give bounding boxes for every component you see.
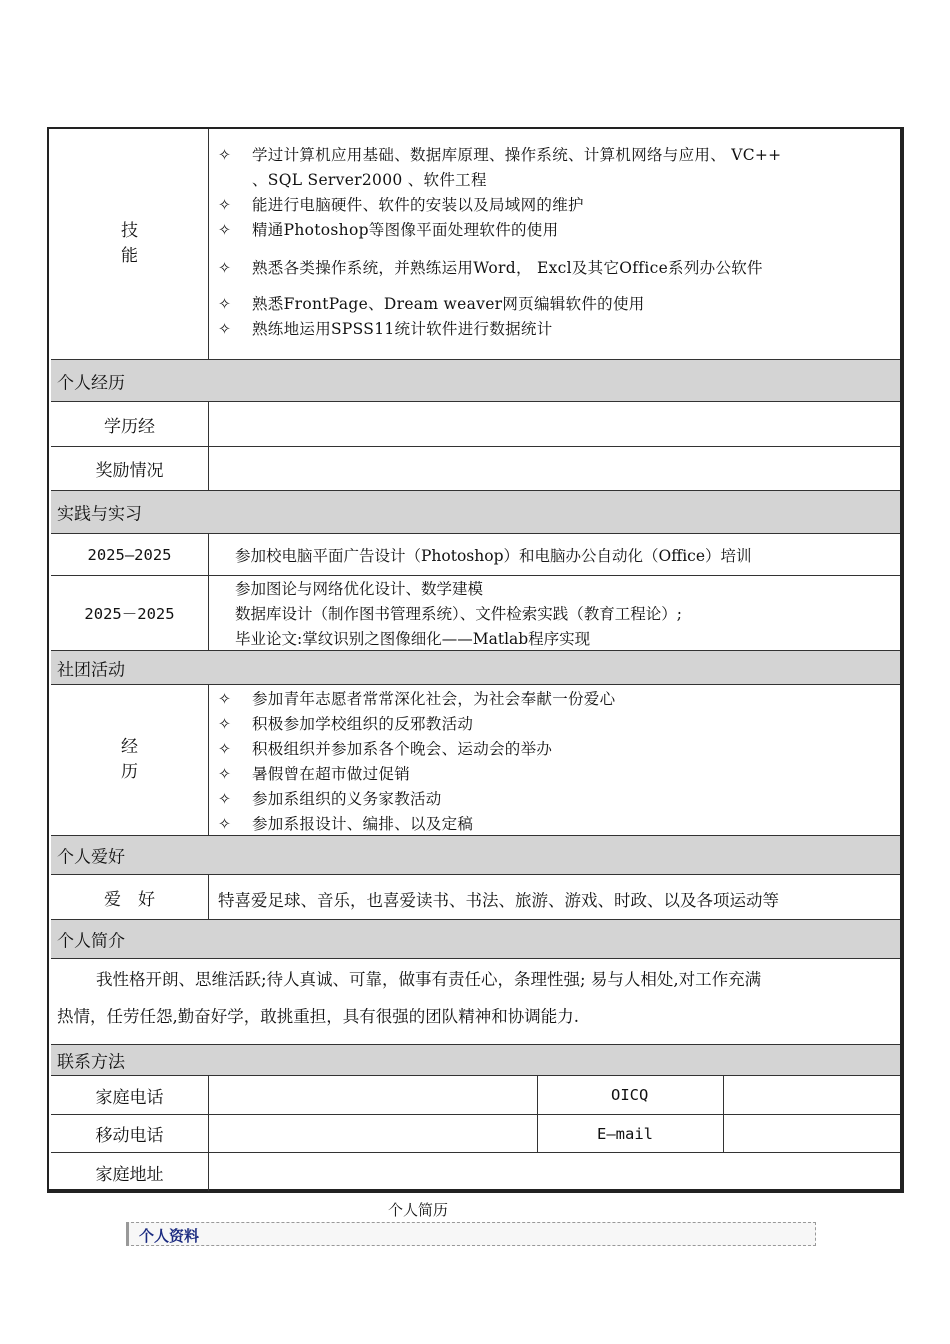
skill-item — [218, 256, 763, 278]
bullet-icon: ✧ — [218, 259, 232, 277]
practice-content — [208, 534, 900, 575]
awards-value — [208, 447, 900, 490]
clubs-label — [51, 685, 209, 835]
intro-row — [51, 959, 900, 1045]
bullet-icon: ✧ — [218, 765, 232, 783]
club-text: 参加系报设计、编排、以及定稿 — [252, 815, 474, 833]
section-title: 社团活动 — [57, 660, 125, 680]
club-item — [218, 712, 473, 734]
practice-content — [208, 576, 900, 650]
info-box-bar — [126, 1222, 129, 1246]
contact-row-1 — [51, 1076, 900, 1115]
clubs-content — [208, 685, 900, 835]
club-text: 积极组织并参加系各个晚会、运动会的举办 — [252, 740, 553, 758]
practice-line: 参加图论与网络优化设计、数学建模 — [235, 580, 484, 598]
footer-title: 个人简历 — [388, 1201, 449, 1219]
skill-text: 熟悉FrontPage、Dream weaver网页编辑软件的使用 — [252, 295, 645, 313]
practice-line: 毕业论文:掌纹识别之图像细化——Matlab程序实现 — [235, 630, 591, 648]
bullet-icon: ✧ — [218, 790, 232, 808]
bullet-icon: ✧ — [218, 740, 232, 758]
section-title: 个人简介 — [57, 931, 125, 952]
hobbies-label: 爱 好 — [51, 875, 209, 919]
club-text: 积极参加学校组织的反邪教活动 — [252, 715, 474, 733]
section-header-personal-history — [51, 360, 900, 402]
skill-item — [218, 143, 781, 165]
bullet-icon: ✧ — [218, 715, 232, 733]
skill-item — [218, 292, 645, 314]
address-label: 家庭地址 — [51, 1153, 209, 1191]
club-item — [218, 787, 442, 809]
skills-label-char: 技 — [121, 221, 138, 241]
section-title: 个人经历 — [57, 373, 125, 393]
skill-text: 、SQL Server2000 、软件工程 — [252, 171, 487, 189]
hobbies-content — [208, 875, 900, 919]
skill-text: 能进行电脑硬件、软件的安装以及局域网的维护 — [252, 196, 584, 214]
practice-period: 2025－2025 — [51, 576, 209, 650]
club-text: 参加青年志愿者常常深化社会，为社会奉献一份爱心 — [252, 690, 616, 708]
contact-row-2 — [51, 1115, 900, 1153]
club-item — [218, 687, 615, 709]
clubs-label-char: 经 — [121, 737, 138, 757]
education-row — [51, 402, 900, 447]
skill-item — [218, 317, 553, 339]
home-phone-label: 家庭电话 — [51, 1076, 209, 1114]
skills-label-char: 能 — [121, 246, 138, 266]
section-header-practice — [51, 491, 900, 534]
section-title: 实践与实习 — [57, 504, 142, 525]
hobbies-text: 特喜爱足球、音乐，也喜爱读书、书法、旅游、游戏、时政、以及各项运动等 — [218, 891, 779, 910]
skill-item — [218, 193, 584, 215]
section-header-intro — [51, 920, 900, 959]
mobile-label: 移动电话 — [51, 1115, 209, 1152]
email-label: E—mail — [597, 1125, 653, 1143]
practice-row-1 — [51, 534, 900, 576]
skill-text: 熟悉各类操作系统，并熟练运用Word， Excl及其它Office系列办公软件 — [252, 259, 763, 277]
section-header-clubs — [51, 651, 900, 685]
section-header-contact — [51, 1045, 900, 1076]
skill-item — [218, 168, 487, 190]
skills-row — [51, 129, 900, 360]
personal-info-box — [126, 1222, 816, 1246]
clubs-row — [51, 685, 900, 836]
bullet-icon: ✧ — [218, 295, 232, 313]
club-item — [218, 737, 552, 759]
section-title: 个人爱好 — [57, 847, 125, 868]
hobbies-row — [51, 875, 900, 920]
practice-row-2 — [51, 576, 900, 651]
education-value — [208, 402, 900, 446]
club-text: 参加系组织的义务家教活动 — [252, 790, 442, 808]
bullet-icon: ✧ — [218, 815, 232, 833]
skill-text: 熟练地运用SPSS11统计软件进行数据统计 — [252, 320, 553, 338]
section-title: 联系方法 — [57, 1052, 125, 1073]
bullet-icon: ✧ — [218, 690, 232, 708]
clubs-label-char: 历 — [121, 762, 138, 782]
bullet-icon: ✧ — [218, 221, 232, 239]
practice-period: 2025—2025 — [51, 534, 209, 575]
club-text: 暑假曾在超市做过促销 — [252, 765, 411, 783]
intro-line-1: 我性格开朗、思维活跃;待人真诚、可靠，做事有责任心，条理性强; 易与人相处,对工作充满 — [96, 970, 762, 989]
club-item — [218, 812, 473, 834]
skill-text: 精通Photoshop等图像平面处理软件的使用 — [252, 221, 559, 239]
awards-label: 奖励情况 — [51, 447, 209, 490]
awards-row — [51, 447, 900, 491]
personal-info-label: 个人资料 — [139, 1227, 200, 1245]
bullet-icon: ✧ — [218, 146, 232, 164]
bullet-icon: ✧ — [218, 196, 232, 214]
contact-row-3 — [51, 1153, 900, 1191]
skills-label — [51, 129, 209, 359]
bullet-icon: ✧ — [218, 320, 232, 338]
club-item — [218, 762, 410, 784]
skill-item — [218, 218, 558, 240]
oicq-label: OICQ — [611, 1086, 649, 1104]
practice-line: 参加校电脑平面广告设计（Photoshop）和电脑办公自动化（Office）培训 — [235, 547, 752, 565]
intro-line-2: 热情，任劳任怨,勤奋好学，敢挑重担，具有很强的团队精神和协调能力. — [57, 1007, 579, 1026]
section-header-hobbies — [51, 836, 900, 875]
skill-text: 学过计算机应用基础、数据库原理、操作系统、计算机网络与应用、 VC++ — [252, 146, 782, 164]
practice-line: 数据库设计（制作图书管理系统）、文件检索实践（教育工程论）; — [235, 605, 682, 623]
skills-content — [208, 129, 900, 359]
education-label: 学历经 — [51, 402, 209, 446]
